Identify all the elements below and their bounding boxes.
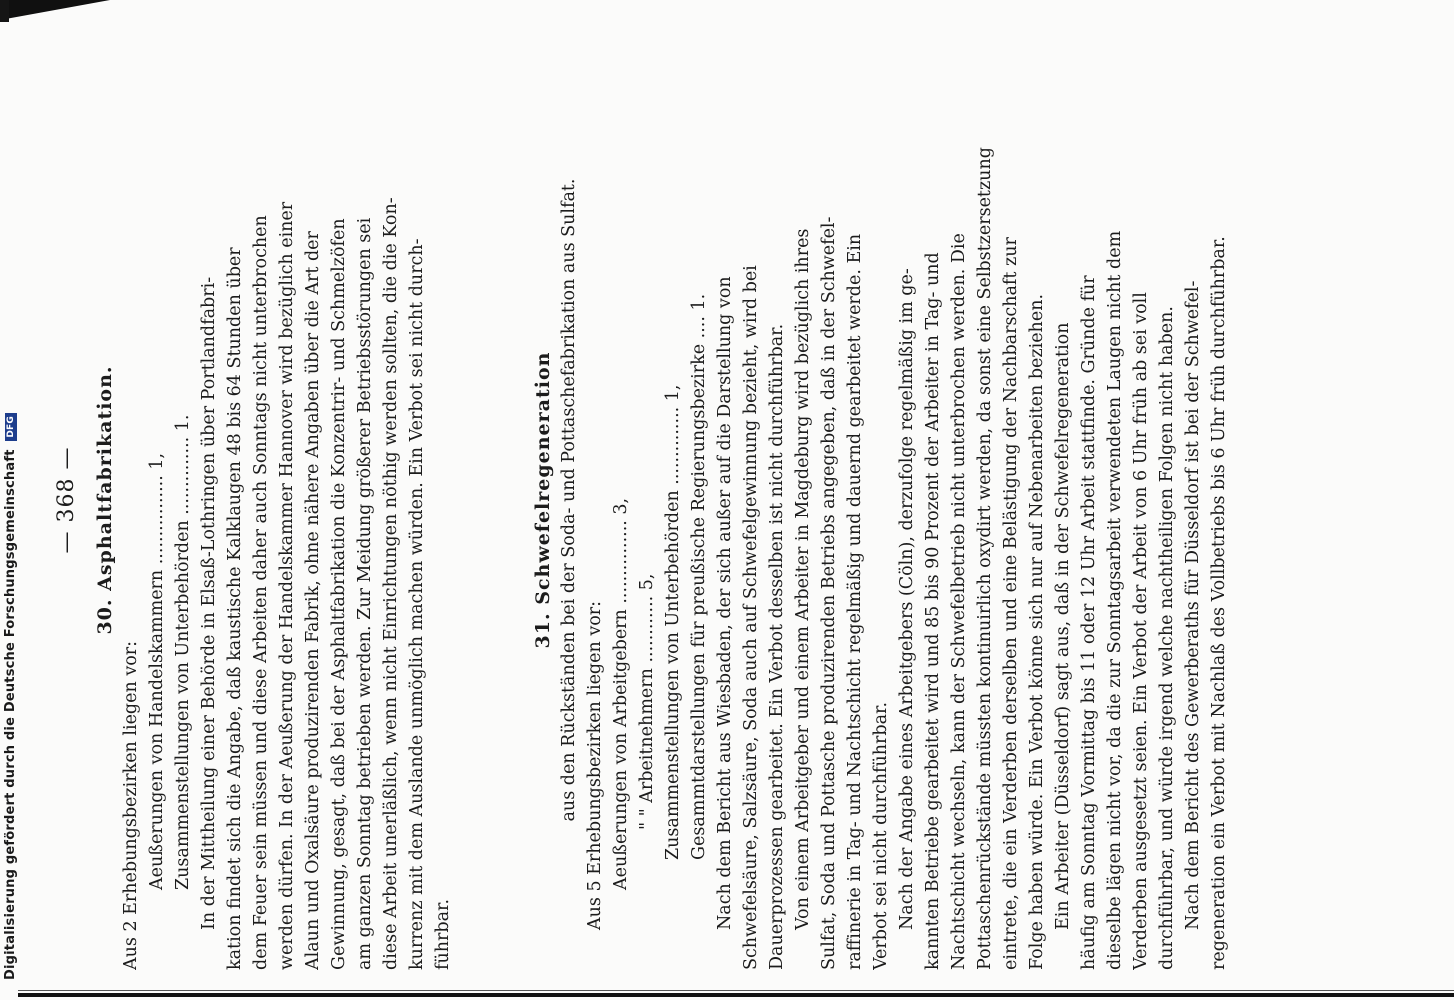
- paragraph-line: dieselbe lägen nicht vor, da die zur Sonntagsarbeit verwendeten Laugen nicht dem: [1105, 230, 1125, 970]
- paragraph-line: eintrete, die ein Verderben derselben und eine Belästigung der Nachbarschaft zur: [1001, 237, 1021, 970]
- paragraph-line: werden dürfen. In der Aeußerung der Handelskammer Hannover wird bezüglich einer: [277, 201, 297, 970]
- paragraph-line: Folge haben würde. Ein Verbot könne sich nur auf Nebenarbeiten beziehen.: [1027, 293, 1047, 970]
- paragraph-line: kannten Betriebe gearbeitet wird und 85 bis 90 Prozent der Arbeiter in Tag- und: [923, 252, 943, 970]
- paragraph-line: Dauerprozessen gearbeitet. Ein Verbot desselben ist nicht durchführbar.: [767, 323, 787, 970]
- paragraph-line: am ganzen Sonntag betrieben werden. Zur Meidung größerer Betriebsstörungen sei: [355, 217, 375, 970]
- paragraph-line: dem Feuer sein müssen und diese Arbeiten daher auch Sonntags nicht unterbrochen: [251, 215, 271, 970]
- section-31-intro: Aus 5 Erhebungsbezirken liegen vor:: [585, 600, 605, 930]
- paragraph-line: kurrenz mit dem Auslande unmöglich machen würden. Ein Verbot sei nicht durch-: [407, 238, 427, 970]
- paragraph-line: durchführbar, und würde irgend welche nachtheiligen Folgen nicht haben.: [1157, 306, 1177, 970]
- paragraph-line: diese Arbeit unerläßlich, wenn nicht Einrichtungen nöthig werden sollten, die die Kon-: [381, 197, 401, 970]
- paragraph-line: Alaun und Oxalsäure produzirenden Fabrik, ohne nähere Angaben über die Art der: [303, 231, 323, 970]
- list-item: Zusammenstellungen von Unterbehörden .............. 1,: [663, 384, 683, 860]
- paragraph-line: regeneration ein Verbot mit Nachlaß des Vollbetriebs bis 6 Uhr früh durchführbar.: [1209, 236, 1229, 970]
- paragraph-line: Nachtschicht wechseln, kann der Schwefelbetrieb nicht unterbrochen werden. Die: [949, 233, 969, 970]
- section-31-heading: 31. Schwefelregeneration: [532, 351, 554, 649]
- paragraph-line: Nach dem Bericht aus Wiesbaden, der sich außer auf die Darstellung von: [715, 276, 735, 930]
- paragraph-line: raffinerie in Tag- und Nachtschicht regelmäßig und dauernd gearbeitet werde. Ein: [845, 233, 865, 970]
- paragraph-line: Sulfat, Soda und Pottasche produzirenden Betriebs angegeben, daß in der Schwefel-: [819, 216, 839, 970]
- list-item: Aeußerungen von Arbeitgebern ............... 3,: [611, 497, 631, 890]
- page-number: — 368 —: [54, 446, 79, 554]
- paragraph-line: Pottaschenrückstände müssten kontinuirlich oxydirt werden, da sonst eine Selbstzersetzung: [975, 147, 995, 970]
- paragraph-line: Verbot sei nicht durchführbar.: [871, 701, 891, 970]
- digitization-credit: [0, 0, 22, 980]
- paragraph-line: häufig am Sonntag Vormittag bis 11 oder 12 Uhr Arbeit stattfinde. Gründe für: [1079, 275, 1099, 970]
- section-30: [92, 30, 456, 970]
- list-item: Aeußerungen von Handelskammern ................ 1,: [147, 452, 167, 890]
- section-30-heading: 30. Asphaltfabrikation.: [94, 365, 116, 635]
- list-item: " " Arbeitnehmern ............ 5,: [637, 573, 657, 830]
- paragraph-line: In der Mittheilung einer Behörde in Elsaß-Lothringen über Portlandfabri-: [199, 276, 219, 930]
- paragraph-line: Gewinnung, gesagt, daß bei der Asphaltfabrikation die Konzentrir- und Schmelzöfen: [329, 218, 349, 970]
- paragraph-line: kation findet sich die Angabe, daß kaustische Kalklaugen 48 bis 64 Stunden über: [225, 247, 245, 970]
- paragraph-line: führbar.: [433, 898, 453, 970]
- paragraph-line: Nach dem Bericht des Gewerberaths für Düsseldorf ist bei der Schwefel-: [1183, 280, 1203, 930]
- paragraph-line: Von einem Arbeitgeber und einem Arbeiter in Magdeburg wird bezüglich ihres: [793, 228, 813, 930]
- paragraph-line: Verderben ausgesetzt seien. Ein Verbot der Arbeit von 6 Uhr früh ab sei voll: [1131, 292, 1151, 970]
- section-31-subheading: aus den Rückständen bei der Soda- und Pottaschefabrikation aus Sulfat.: [559, 178, 579, 822]
- list-item: Zusammenstellungen von Unterbehörden .............. 1.: [173, 414, 193, 890]
- section-30-intro: Aus 2 Erhebungsbezirken liegen vor:: [121, 640, 141, 970]
- paragraph-line: Schwefelsäure, Salzsäure, Soda auch auf Schwefelgewinnung bezieht, wird bei: [741, 265, 761, 970]
- paragraph-line: Nach der Angabe eines Arbeitgebers (Cöln), derzufolge regelmäßig im ge-: [897, 268, 917, 930]
- section-31: [530, 30, 1232, 970]
- dfg-logo: DFG: [5, 413, 17, 441]
- paragraph-line: Ein Arbeiter (Düsseldorf) sagt aus, daß in der Schwefelregeneration: [1053, 322, 1073, 930]
- credit-text: Digitalisierung gefördert durch die Deutsche Forschungsgemeinschaft: [3, 449, 18, 980]
- list-item: Gesammtdarstellungen für preußische Regierungsbezirke .... 1.: [689, 293, 709, 860]
